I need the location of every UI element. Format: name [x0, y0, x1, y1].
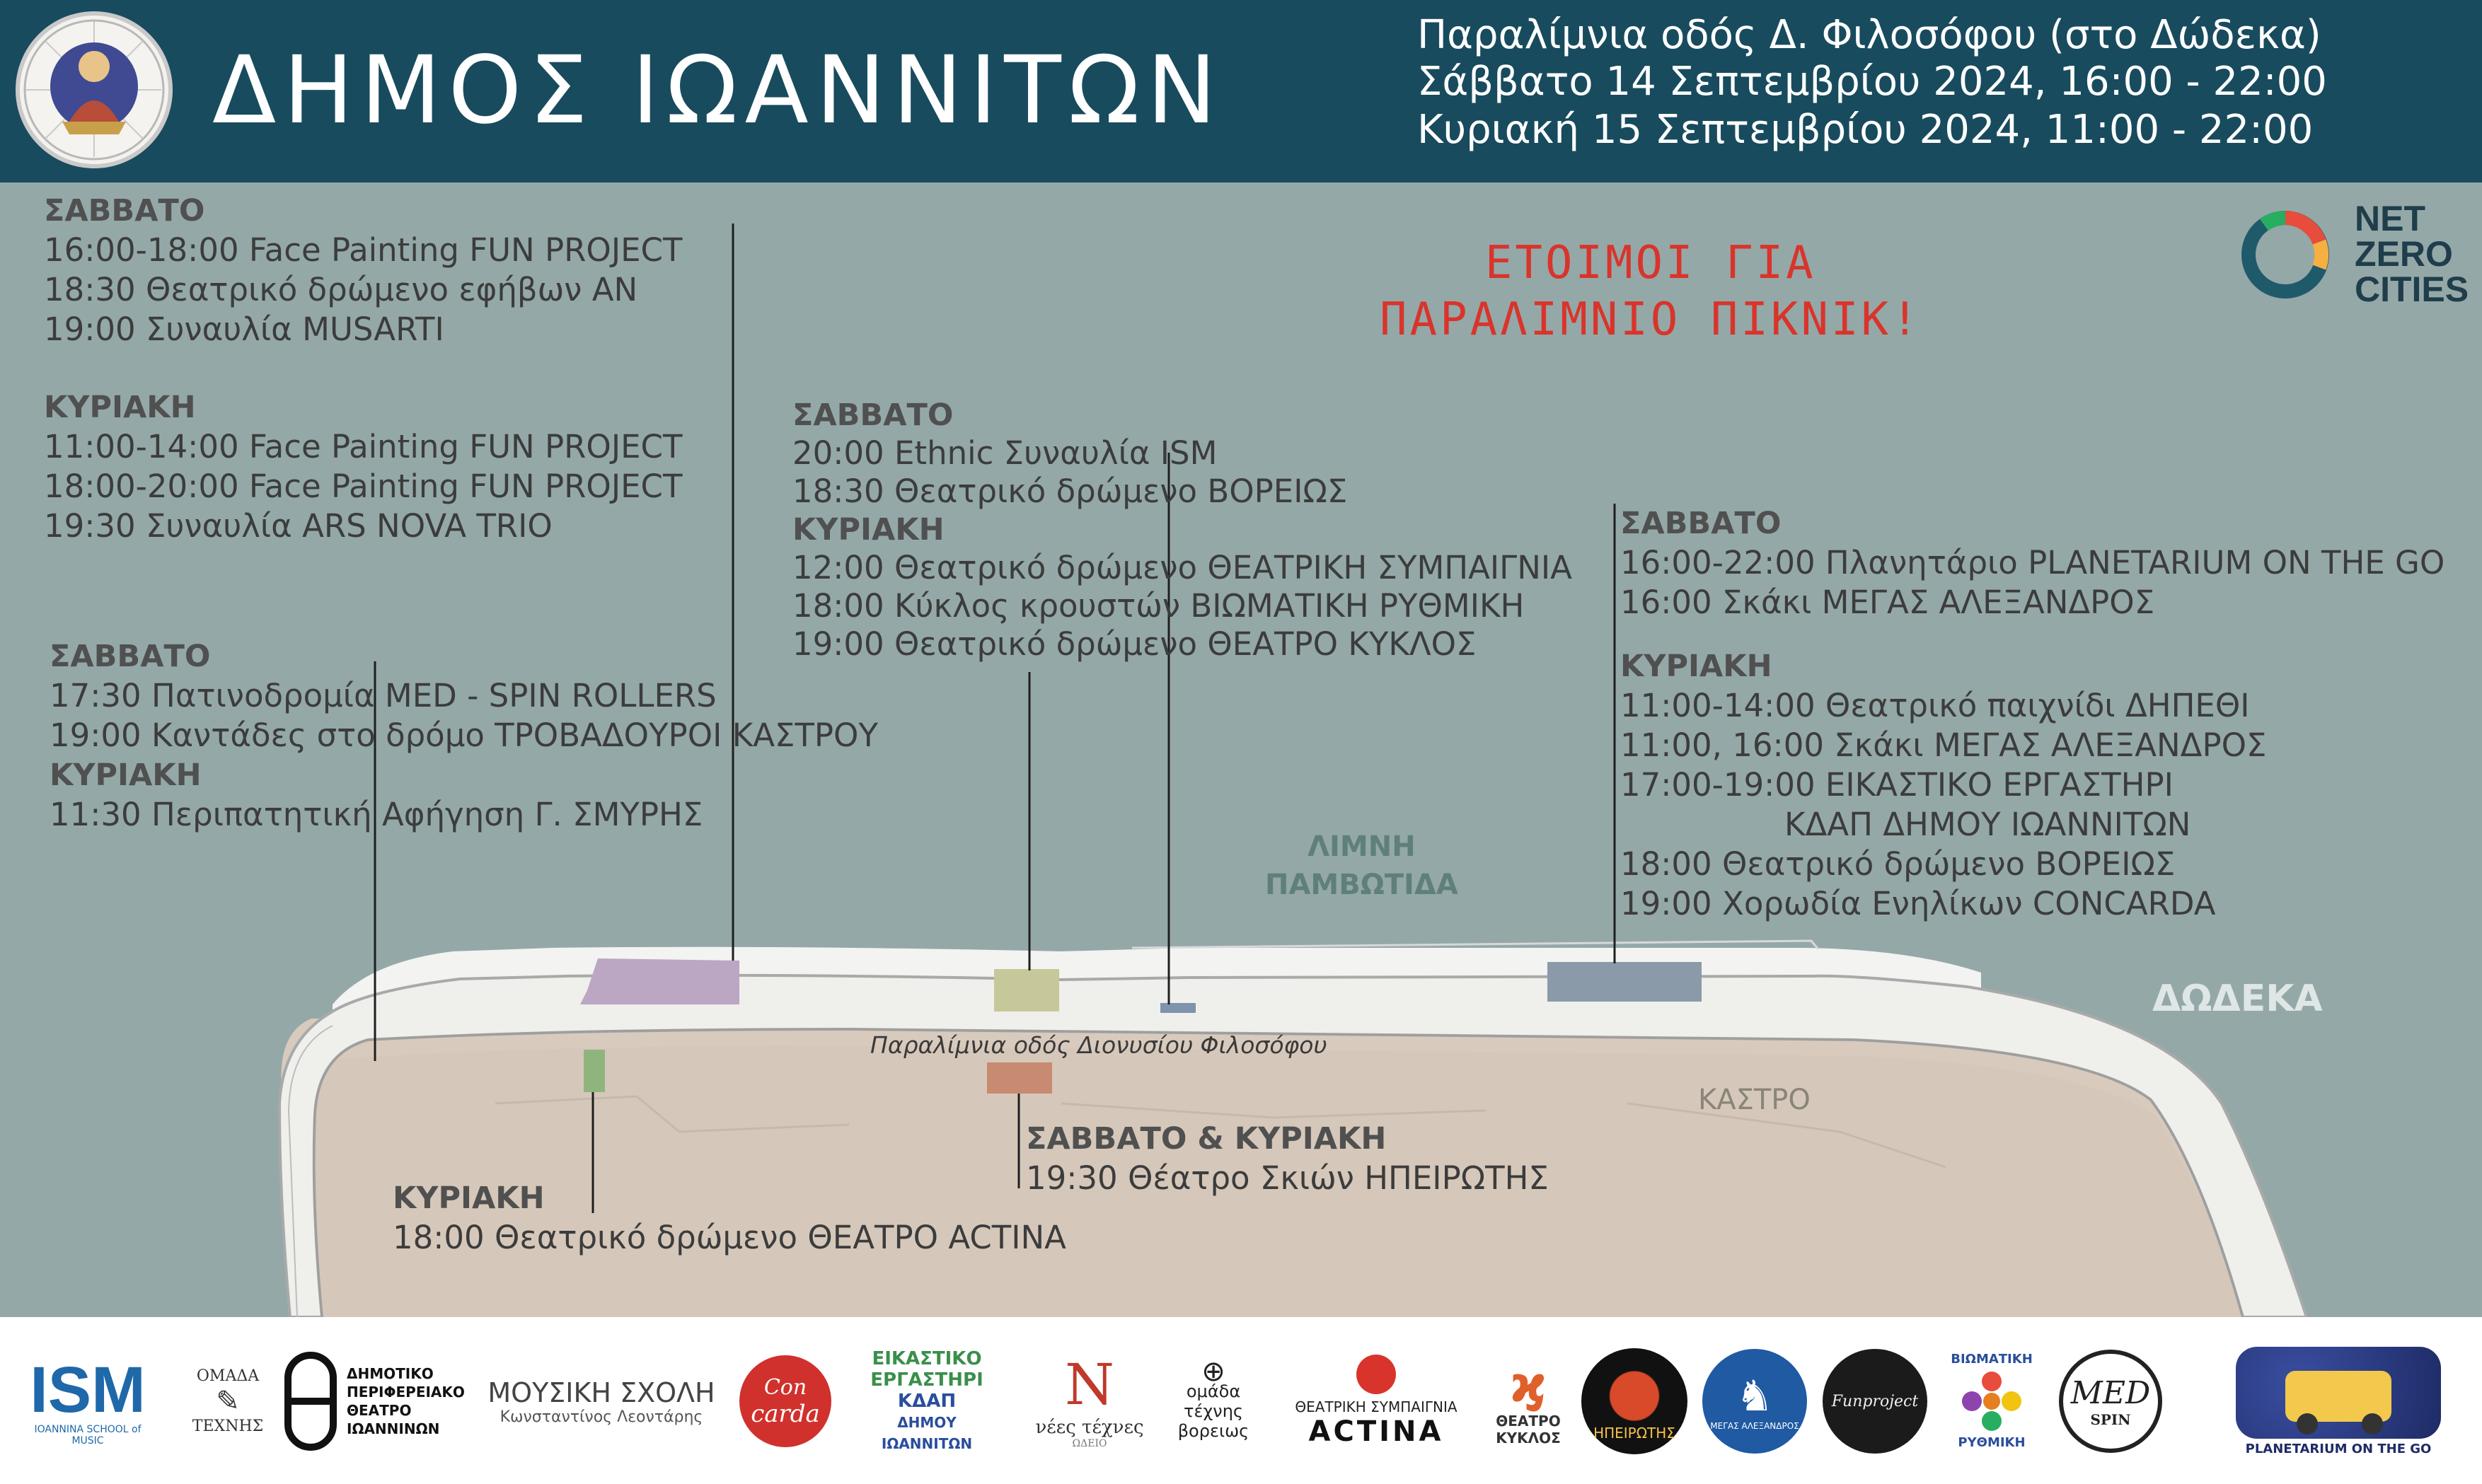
- block-d-sun-item: 11:00, 16:00 Σκάκι ΜΕΓΑΣ ΑΛΕΞΑΝΔΡΟΣ: [1620, 726, 2267, 764]
- logo-ism: [18, 1341, 157, 1461]
- schedule-block-e: [1026, 1119, 1549, 1198]
- logo-dipethi-line-4: ΙΩΑΝΝΙΝΩΝ: [347, 1420, 440, 1437]
- logo-eikastiko: [853, 1341, 1001, 1461]
- block-b-sat-item: 17:30 Πατινοδρομία MED - SPIN ROLLERS: [50, 677, 717, 714]
- logo-ipirotis: [1579, 1341, 1690, 1461]
- lake-label: [1265, 828, 1458, 904]
- logo-ism-mark: ISM: [30, 1354, 146, 1426]
- block-b-sat-heading: ΣΑΒΒΑΤΟ: [50, 639, 211, 674]
- logo-eikastiko-line-2: ΕΡΓΑΣΤΗΡΙ: [870, 1369, 983, 1391]
- logo-planetarium: [2225, 1341, 2452, 1461]
- logo-viomatiki: [1939, 1341, 2045, 1461]
- logo-med-text: MED: [2070, 1374, 2151, 1411]
- block-a-sun-heading: ΚΥΡΙΑΚΗ: [44, 390, 196, 425]
- logo-funproject-text: Funproject: [1831, 1392, 1919, 1410]
- logo-viomatiki-line-1: ΒΙΩΜΑΤΙΚΗ: [1951, 1352, 2033, 1367]
- sponsor-strip: [0, 1317, 2482, 1484]
- logo-nees-texnes-text: νέες τέχνες: [1035, 1417, 1144, 1438]
- logo-kyklos-line-1: ΘΕΑΤΡΟ: [1496, 1413, 1561, 1430]
- logo-eikastiko-line-5: ΙΩΑΝΝΙΤΩΝ: [881, 1435, 973, 1452]
- dipethi-icon: [280, 1341, 341, 1461]
- logo-voreios-line-1: ομάδα: [1186, 1381, 1241, 1401]
- kastro-label: ΚΑΣΤΡΟ: [1698, 1084, 1811, 1116]
- logo-eikastiko-line-1: ΕΙΚΑΣΤΙΚΟ: [872, 1348, 982, 1369]
- logo-dipethi-line-3: ΘΕΑΤΡΟ: [347, 1402, 412, 1419]
- schedule-block-f: [393, 1178, 1066, 1258]
- block-f-item: 18:00 Θεατρικό δρώμενο ΘΕΑΤΡΟ ACTINA: [393, 1219, 1066, 1256]
- logo-nees-texnes-sub: ΩΔΕΙΟ: [1072, 1438, 1107, 1449]
- block-d-sun-item: 11:00-14:00 Θεατρικό παιχνίδι ΔΗΠΕΘΙ: [1620, 687, 2250, 724]
- block-a-sat-item: 18:30 Θεατρικό δρώμενο εφήβων ΑΝ: [44, 271, 638, 308]
- block-f-heading: ΚΥΡΙΑΚΗ: [393, 1181, 545, 1216]
- logo-voreios-line-3: βορειως: [1177, 1421, 1249, 1441]
- chess-knight-icon: ♞: [1736, 1372, 1774, 1421]
- logo-voreios-line-2: τέχνης: [1184, 1401, 1243, 1421]
- header-bar: [0, 0, 2482, 182]
- logo-omada-line-2: ΤΕΧΝΗΣ: [192, 1418, 264, 1435]
- logo-spin-text: SPIN: [2090, 1410, 2131, 1428]
- logo-viomatiki-line-2: ΡΥΘΜΙΚΗ: [1958, 1435, 2026, 1450]
- block-e-heading: ΣΑΒΒΑΤΟ & ΚΥΡΙΑΚΗ: [1026, 1121, 1387, 1157]
- logo-ism-text: IOANNINA SCHOOL of MUSIC: [34, 1424, 142, 1447]
- block-d-sun-heading: ΚΥΡΙΑΚΗ: [1620, 649, 1772, 684]
- block-d-sun-item: 18:00 Θεατρικό δρώμενο ΒΟΡΕΙΩΣ: [1620, 845, 2176, 883]
- block-c-sun-item: 12:00 Θεατρικό δρώμενο ΘΕΑΤΡΙΚΗ ΣΥΜΠΑΙΓΝΙΑ: [792, 549, 1572, 586]
- block-d-sat-heading: ΣΑΒΒΑΤΟ: [1620, 506, 1782, 541]
- road-label: Παραλίμνια οδός Διονυσίου Φιλοσόφου: [870, 1031, 1327, 1059]
- stage-orange: [987, 1062, 1052, 1094]
- lake-label-line-1: ΛΙΜΝΗ: [1308, 830, 1416, 863]
- logo-voreios: ⊕ ομάδα τέχνης βορειως: [1177, 1355, 1249, 1441]
- block-b-sat-item: 19:00 Καντάδες στο δρόμο ΤΡΟΒΑΔΟΥΡΟΙ ΚΑΣΤΡΟΥ: [50, 717, 878, 754]
- logo-mousiki-title: ΜΟΥΣΙΚΗ ΣΧΟΛΗ: [487, 1376, 715, 1408]
- logo-kyklos-line-2: ΚΥΚΛΟΣ: [1496, 1430, 1561, 1447]
- logo-nees-texnes: Ν νέες τέχνες ΩΔΕΙΟ: [1035, 1352, 1144, 1449]
- netzero-logo: [2236, 199, 2469, 313]
- logo-dipethi: [347, 1341, 467, 1461]
- logo-eikastiko-line-3: ΚΔΑΠ: [897, 1391, 957, 1412]
- flower-icon: [1958, 1367, 2026, 1435]
- logo-omada-line-1: ΟΜΑΔΑ: [196, 1367, 260, 1385]
- block-c-sat-item: 18:30 Θεατρικό δρώμενο ΒΟΡΕΙΩΣ: [792, 473, 1348, 510]
- netzero-line-1: NET: [2355, 199, 2425, 238]
- block-d-sun-item: 17:00-19:00 ΕΙΚΑΣΤΙΚΟ ΕΡΓΑΣΤΗΡΙ: [1620, 766, 2174, 804]
- stage-blue: [1160, 1003, 1196, 1013]
- header-sunday: Κυριακή 15 Σεπτεμβρίου 2024, 11:00 - 22:00: [1417, 107, 2314, 153]
- callout-line-1: ΕΤΟΙΜΟΙ ΓΙΑ: [1484, 237, 1816, 289]
- block-d-sat-item: 16:00 Σκάκι ΜΕΓΑΣ ΑΛΕΞΑΝΔΡΟΣ: [1620, 584, 2155, 621]
- block-d-sun-item: 19:00 Χορωδία Ενηλίκων CONCARDA: [1620, 885, 2216, 922]
- logo-symp-text: ΘΕΑΤΡΙΚΗ ΣΥΜΠΑΙΓΝΙΑ: [1295, 1398, 1458, 1415]
- schedule-block-b: [50, 637, 878, 835]
- logo-eikastiko-line-4: ΔΗΜΟΥ: [897, 1414, 957, 1431]
- block-a-sun-item: 11:00-14:00 Face Painting FUN PROJECT: [44, 428, 683, 465]
- logo-med-spin: [2057, 1341, 2164, 1461]
- block-b-sun-heading: ΚΥΡΙΑΚΗ: [50, 758, 202, 793]
- logo-dipethi-line-2: ΠΕΡΙΦΕΡΕΙΑΚΟ: [347, 1384, 465, 1401]
- block-e-item: 19:30 Θέατρο Σκιών ΗΠΕΙΡΩΤΗΣ: [1026, 1159, 1549, 1197]
- stage-green: [584, 1050, 605, 1092]
- logo-mousiki-sxoli: [481, 1341, 722, 1461]
- block-b-sun-item: 11:30 Περιπατητική Αφήγηση Γ. ΣΜΥΡΗΣ: [50, 796, 703, 833]
- seal-icon: [20, 16, 168, 164]
- logo-megas-text: ΜΕΓΑΣ ΑΛΕΞΑΝΔΡΟΣ: [1710, 1421, 1799, 1431]
- stage-olive: [994, 969, 1059, 1011]
- callout-line-2: ΠΑΡΑΛΙΜΝΙΟ ΠΙΚΝΙΚ!: [1380, 294, 1922, 346]
- lake-label-line-2: ΠΑΜΒΩΤΙΔΑ: [1265, 869, 1458, 901]
- logo-theatro-kyklos: ϗ ΘΕΑΤΡΟ ΚΥΚΛΟΣ: [1496, 1355, 1561, 1447]
- logo-concarda: [736, 1341, 835, 1461]
- stage-slate: [1547, 962, 1702, 1002]
- logo-dipethi-line-1: ΔΗΜΟΤΙΚΟ: [347, 1365, 434, 1382]
- municipality-seal: [16, 11, 173, 168]
- block-c-sun-heading: ΚΥΡΙΑΚΗ: [792, 512, 945, 547]
- netzero-line-2: ZERO: [2355, 234, 2453, 274]
- block-a-sun-item: 19:30 Συναυλία ARS NOVA TRIO: [44, 507, 553, 545]
- block-a-sat-heading: ΣΑΒΒΑΤΟ: [44, 193, 205, 228]
- block-c-sun-item: 19:00 Θεατρικό δρώμενο ΘΕΑΤΡΟ ΚΥΚΛΟΣ: [792, 625, 1477, 663]
- header-location: Παραλίμνια οδός Δ. Φιλοσόφου (στο Δώδεκα): [1417, 12, 2321, 58]
- netzero-line-3: CITIES: [2355, 269, 2469, 309]
- logo-actina-text: ACTINA: [1308, 1415, 1444, 1448]
- logo-planetarium-text: PLANETARIUM ON THE GO: [2245, 1441, 2432, 1456]
- picnic-callout: [1380, 235, 1922, 348]
- block-d-sat-item: 16:00-22:00 Πλανητάριο PLANETARIUM ON THE GO: [1620, 544, 2445, 581]
- block-a-sun-item: 18:00-20:00 Face Painting FUN PROJECT: [44, 468, 683, 505]
- logo-ipirotis-text: ΗΠΕΙΡΩΤΗΣ: [1593, 1425, 1675, 1442]
- block-c-sat-item: 20:00 Ethnic Συναυλία ISM: [792, 434, 1218, 472]
- block-c-sun-item: 18:00 Κύκλος κρουστών ΒΙΩΜΑΤΙΚΗ ΡΥΘΜΙΚΗ: [792, 587, 1525, 625]
- logo-omada-texnis: ΟΜΑΔΑ ✎ ΤΕΧΝΗΣ: [192, 1367, 264, 1435]
- netzero-ring-icon: [2236, 205, 2335, 304]
- logo-concarda-line-1: Con: [763, 1374, 807, 1400]
- logo-funproject: [1822, 1341, 1928, 1461]
- schedule-block-a: [44, 191, 682, 546]
- block-c-sat-heading: ΣΑΒΒΑΤΟ: [792, 398, 954, 433]
- header-saturday: Σάββατο 14 Σεπτεμβρίου 2024, 16:00 - 22:00: [1417, 59, 2327, 105]
- page-title: ΔΗΜΟΣ ΙΩΑΝΝΙΤΩΝ: [212, 36, 1224, 145]
- block-d-sun-item: ΚΔΑΠ ΔΗΜΟΥ ΙΩΑΝΝΙΤΩΝ: [1784, 806, 2191, 843]
- dodeka-label: ΔΩΔΕΚΑ: [2152, 978, 2323, 1020]
- block-a-sat-item: 16:00-18:00 Face Painting FUN PROJECT: [44, 231, 683, 269]
- stage-purple: [580, 958, 739, 1004]
- schedule-block-d: [1620, 504, 2445, 924]
- block-a-sat-item: 19:00 Συναυλία MUSARTI: [44, 311, 444, 348]
- logo-symp-actina: [1274, 1341, 1479, 1461]
- logo-mousiki-sub: Κωνσταντίνος Λεοντάρης: [500, 1408, 703, 1426]
- logo-concarda-line-2: carda: [751, 1399, 820, 1428]
- schedule-block-c: [792, 396, 1572, 663]
- logo-megas-alexandros: [1702, 1341, 1808, 1461]
